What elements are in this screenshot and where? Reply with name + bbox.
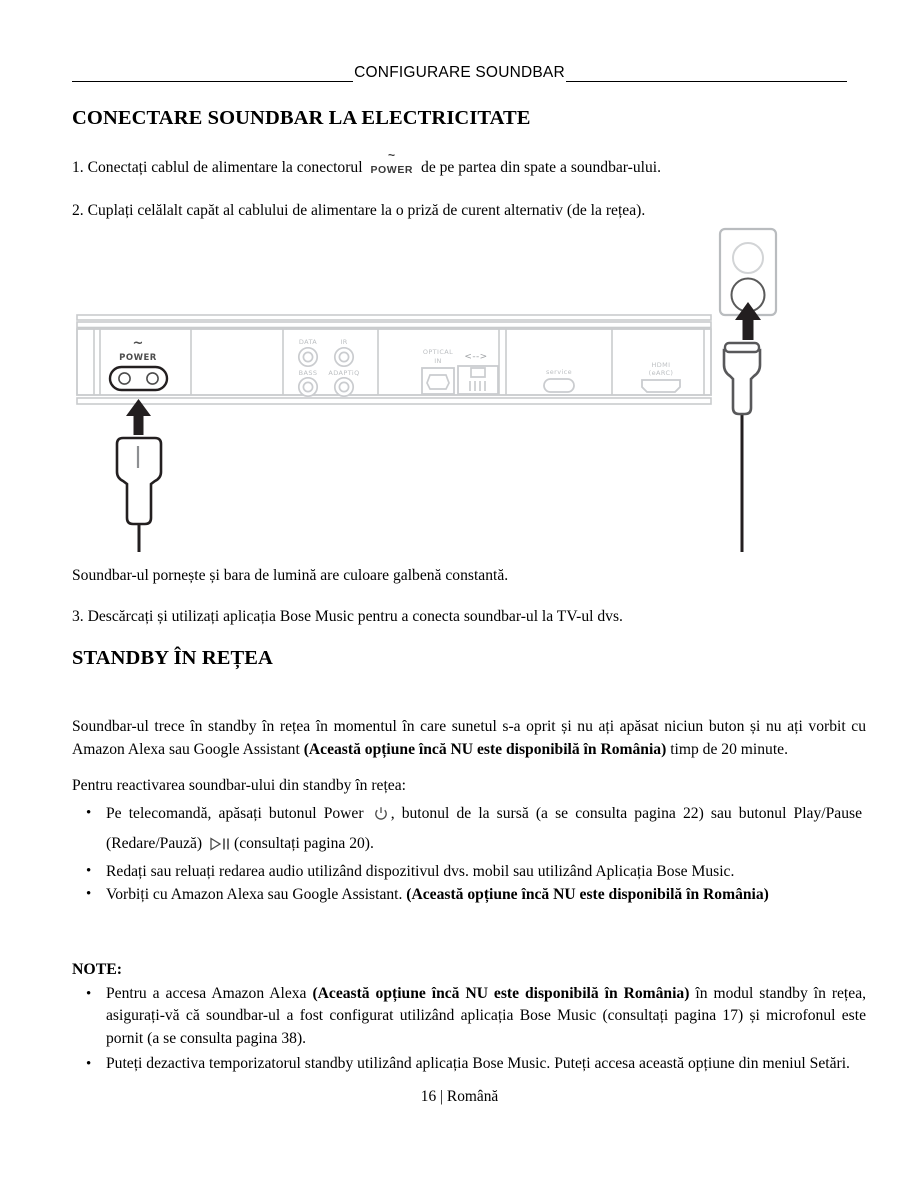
panel-top-strip-2 (77, 322, 711, 328)
panel-label-hdmi-line1: HDMI (651, 361, 671, 369)
panel-bottom-strip (77, 398, 711, 404)
jack-data-inner (303, 352, 312, 361)
standby-body-bold-note: (Această opțiune încă NU este disponibilă în România) (303, 740, 667, 758)
voice-assistant-text: Vorbiți cu Amazon Alexa sau Google Assistant. (106, 886, 407, 903)
panel-label-optical-line1: OPTICAL (422, 348, 454, 356)
paragraph-step-3: 3. Descărcați și utilizați aplicația Bose Music pentru a conecta soundbar-ul la TV-ul dvs. (72, 608, 623, 625)
panel-label-service: service (545, 368, 573, 376)
header-rule-left (72, 81, 353, 82)
jack-ir-inner (339, 352, 348, 361)
reactivare-list (72, 800, 862, 906)
notes-list (72, 983, 866, 1076)
panel-top-strip (77, 315, 711, 320)
panel-body (77, 329, 711, 395)
page-footer: 16 | Română (420, 1088, 499, 1105)
note1-text-b: în modul standby în rețea, asigurați-vă că soundbar-ul a fost configurat utilizând aplicația Bose Music (consultați pagina 17) și microfonul este pornit (a se consulta pagina 38). (106, 985, 867, 1047)
service-port-outline (544, 379, 574, 392)
soundbar-rear-panel (77, 315, 711, 404)
header-rule-right (566, 81, 847, 82)
header-title: CONFIGURARE SOUNDBAR (354, 64, 565, 81)
network-port-clip (471, 368, 485, 377)
hdmi-port-outline (642, 380, 680, 392)
jack-adaptiq-inner (339, 382, 348, 391)
section-heading-standby: STANDBY ÎN REȚEA (72, 647, 273, 669)
power-button-icon (374, 803, 388, 830)
wall-plug-collar (725, 343, 759, 352)
panel-label-data: DATA (298, 338, 318, 346)
power-socket-pin-right (147, 373, 158, 384)
power-connector-icon (370, 148, 414, 182)
power-socket-pin-left (119, 373, 130, 384)
paragraph-step-1 (72, 148, 862, 181)
note1-text-a: Pentru a accesa Amazon Alexa (106, 985, 313, 1002)
paragraph-standby-body (72, 716, 866, 761)
panel-label-bass: BASS (298, 369, 318, 377)
remote-power-text-b: , butonul de la sursă (a se consulta pagina 22) sau butonul Play/Pause (Redare/Pauză) (106, 805, 862, 852)
ac-tilde-icon: ~ (387, 148, 396, 162)
list-item-voice-assistant (72, 883, 862, 906)
paragraph-step-2: 2. Cuplați celălalt capăt al cablului de alimentare la o priză de curent alternativ (de la rețea). (72, 202, 646, 219)
list-item-resume-playback: • Redați sau reluați redarea audio utilizând dispozitivul dvs. mobil sau utilizând Aplicația Bose Music. (72, 860, 862, 883)
step-1-text-after: de pe partea din spate a soundbar-ului. (421, 159, 662, 176)
remote-power-text-a: Pe telecomandă, apăsați butonul Power (106, 805, 364, 822)
play-pause-icon (209, 833, 231, 860)
paragraph-after-figure: Soundbar-ul pornește și bara de lumină are culoare galbenă constantă. (72, 567, 509, 584)
panel-label-ir: IR (340, 338, 348, 346)
figure-soundbar-power-connection (72, 222, 862, 552)
cable-path (139, 412, 742, 552)
panel-label-network: <--> (464, 352, 488, 362)
running-header (72, 60, 847, 86)
wall-outlet-socket-top (733, 243, 763, 273)
note-item-standby-timer: • Puteți dezactiva temporizatorul standby utilizând aplicația Bose Music. Puteți accesa această opțiune din meniul Setări. (72, 1053, 866, 1075)
panel-label-optical-line2: IN (434, 357, 442, 365)
section-heading-conectare: CONECTARE SOUNDBAR LA ELECTRICITATE (72, 107, 531, 129)
note-item-alexa-access (72, 983, 866, 1050)
panel-label-adaptiq: ADAPTiQ (328, 369, 360, 377)
notes-heading: NOTE: (72, 961, 123, 978)
panel-label-hdmi-line2: (eARC) (648, 369, 674, 377)
paragraph-reactivare-intro: Pentru reactivarea soundbar-ului din standby în rețea: (72, 777, 406, 794)
soundbar-connection-diagram (72, 222, 862, 552)
standby-body-part2: timp de 20 minute. (666, 740, 789, 758)
wall-plug-body (724, 350, 760, 414)
note1-bold-note: (Această opțiune încă NU este disponibilă în România) (312, 985, 690, 1002)
optical-port-opening (427, 375, 449, 389)
panel-optical-in-port (422, 348, 454, 394)
remote-power-text-c: (consultați pagina 20). (234, 835, 374, 852)
voice-assistant-bold-note: (Această opțiune încă NU este disponibilă în România) (406, 886, 769, 903)
list-item-remote-power (72, 800, 862, 860)
panel-power-tilde: ~ (132, 336, 144, 351)
power-icon-label: POWER (370, 164, 414, 176)
jack-bass-inner (303, 382, 312, 391)
panel-service-port (544, 368, 574, 392)
step-1-text-before: 1. Conectați cablul de alimentare la conectorul (72, 159, 363, 176)
panel-power-label: POWER (119, 353, 157, 363)
standby-body-part1: Soundbar-ul trece în standby în rețea în momentul în care sunetul s-a oprit și nu ați apăsat niciun buton și nu ați vorbit cu Amazon Alexa sau Google Assistant (72, 718, 866, 758)
